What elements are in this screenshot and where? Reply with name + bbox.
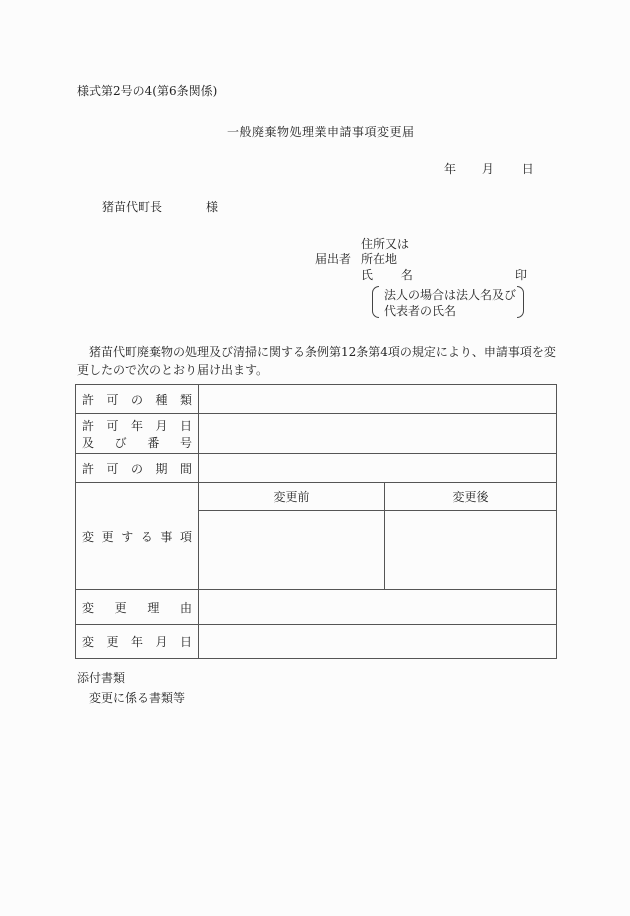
row-label-permit-date-number: 許 可 年 月 日 及 び 番 号 xyxy=(76,414,199,454)
column-header-before: 変更前 xyxy=(199,483,385,511)
attachments-item: 変更に係る書類等 xyxy=(89,691,186,705)
table-row xyxy=(76,590,557,625)
permit-date-number-field[interactable] xyxy=(199,414,557,454)
row-label-permit-type: 許 可 の 種 類 xyxy=(76,385,199,414)
after-change-field[interactable] xyxy=(385,511,557,590)
attachments-title: 添付書類 xyxy=(77,671,126,685)
form-number: 様式第2号の4(第6条関係) xyxy=(77,84,218,98)
table-row xyxy=(76,454,557,483)
table-row xyxy=(76,385,557,414)
addressee-honorific: 様 xyxy=(206,200,219,214)
document-title: 一般廃棄物処理業申請事項変更届 xyxy=(227,125,415,139)
before-change-field[interactable] xyxy=(199,511,385,590)
addressee-name: 猪苗代町長 xyxy=(102,200,163,214)
right-paren-icon xyxy=(517,286,524,318)
corporate-note xyxy=(372,286,524,318)
addressee xyxy=(102,198,218,215)
body-text: 猪苗代町廃棄物の処理及び清掃に関する条例第12条第4項の規定により、申請事項を変更したので次のとおり届け出ます。 xyxy=(77,345,556,377)
permit-type-field[interactable] xyxy=(199,385,557,414)
address-label-line1: 住所又は xyxy=(361,237,410,251)
date-month-label: 月 xyxy=(481,162,494,176)
change-reason-field[interactable] xyxy=(199,590,557,625)
row-label-permit-period: 許 可 の 期 間 xyxy=(76,454,199,483)
date-line xyxy=(444,160,534,177)
notifier-label: 届出者 xyxy=(315,252,352,266)
table-row xyxy=(76,414,557,454)
permit-period-field[interactable] xyxy=(199,454,557,483)
corporate-note-line1: 法人の場合は法人名及び xyxy=(384,288,517,302)
date-year-label: 年 xyxy=(444,162,457,176)
date-day-label: 日 xyxy=(521,162,534,176)
left-paren-icon xyxy=(372,286,379,318)
table-row xyxy=(76,483,557,511)
corporate-note-line2: 代表者の氏名 xyxy=(384,304,457,318)
seal-mark: 印 xyxy=(515,268,528,282)
change-date-field[interactable] xyxy=(199,625,557,659)
row-label-changed-items: 変 更 す る 事 項 xyxy=(76,483,199,590)
table-row xyxy=(76,625,557,659)
address-label-line2: 所在地 xyxy=(361,252,398,266)
row-label-change-reason: 変 更 理 由 xyxy=(76,590,199,625)
row-label-change-date: 変 更 年 月 日 xyxy=(76,625,199,659)
name-label: 氏 名 xyxy=(361,268,425,282)
column-header-after: 変更後 xyxy=(385,483,557,511)
change-form-table xyxy=(75,384,557,659)
